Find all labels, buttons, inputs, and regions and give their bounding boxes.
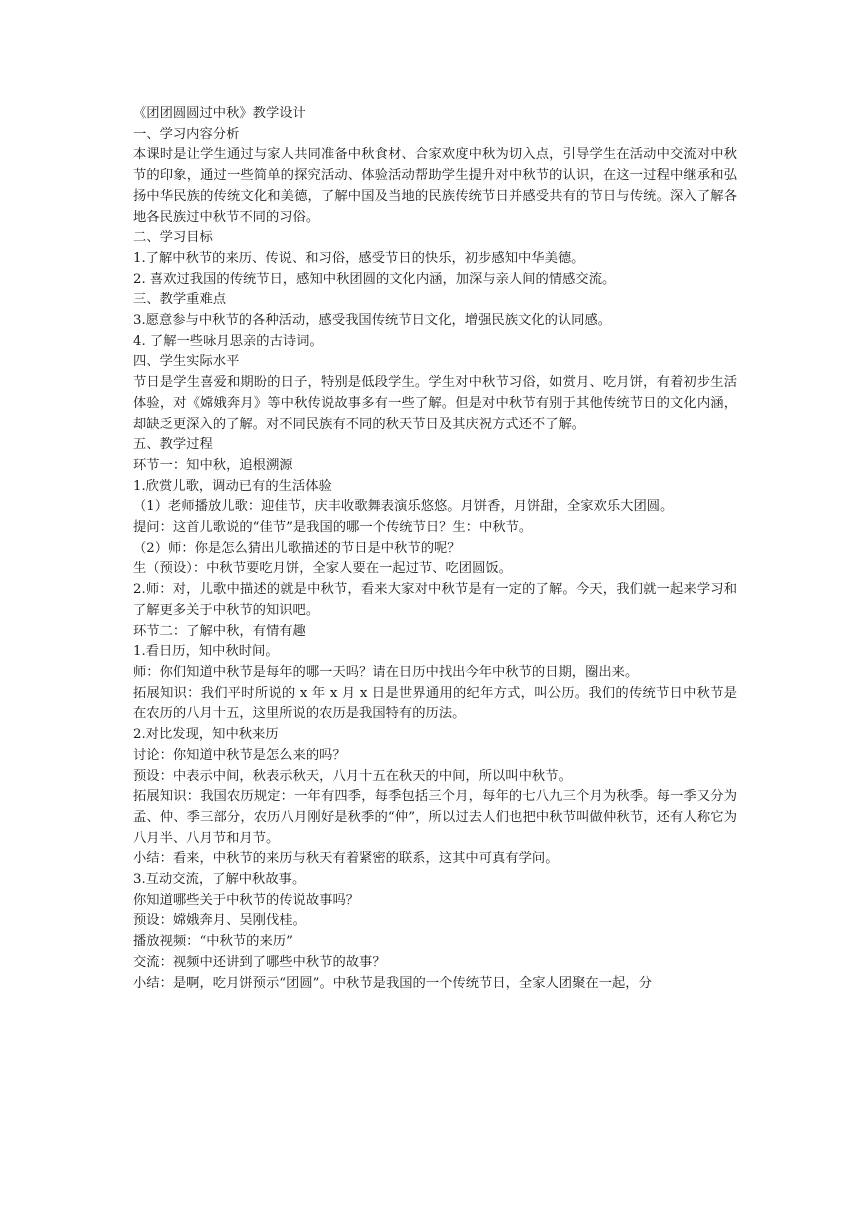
key-point-3: 3.愿意参与中秋节的各种活动，感受我国传统节日文化，增强民族文化的认同感。 (133, 313, 612, 329)
step-2-1: 1.看日历，知中秋时间。 (133, 644, 279, 660)
step-2-3-video: 播放视频：“中秋节的来历” (133, 934, 293, 950)
step-2-1-teacher: 师：你们知道中秋节是每年的哪一天吗？请在日历中找出今年中秋节的日期，圈出来。 (133, 664, 639, 680)
goal-item-1: 1.了解中秋节的来历、传说、和习俗，感受节日的快乐，初步感知中华美德。 (133, 250, 585, 266)
paragraph-content-analysis: 本课时是让学生通过与家人共同准备中秋食材、合家欢度中秋为切入点，引导学生在活动中交流对中秋节的印象，通过一些简单的探究活动、体验活动帮助学生提升对中秋节的认识，在这一过程中继承和弘扬中华民族的传统文化和美德，了解中国及当地的民族传统节日并感受共有的节日与传统。深入了解各地各民族过中秋节不同的习俗。 (133, 147, 737, 225)
section-heading-4: 四、学生实际水平 (133, 354, 240, 370)
step-1-1-b: （2）师：你是怎么猜出儿歌描述的节日是中秋节的呢？ (133, 540, 461, 556)
document-body (133, 104, 737, 994)
stage-heading-1: 环节一：知中秋，追根溯源 (133, 457, 293, 473)
step-2-3-summary: 小结：是啊，吃月饼预示“团圆”。中秋节是我国的一个传统节日，全家人团聚在一起，分 (133, 975, 652, 991)
step-2-2-preset: 预设：中表示中间，秋表示秋天，八月十五在秋天的中间，所以叫中秋节。 (133, 768, 572, 784)
step-2-3-question: 你知道哪些关于中秋节的传说故事吗？ (133, 892, 360, 908)
step-1-1-a: （1）老师播放儿歌：迎佳节，庆丰收歌舞表演乐悠悠。月饼香，月饼甜，全家欢乐大团圆。 (133, 499, 674, 515)
step-2-2-discussion: 讨论：你知道中秋节是怎么来的吗？ (133, 747, 346, 763)
section-heading-2: 二、学习目标 (133, 230, 213, 246)
step-2-3-preset: 预设：嫦娥奔月、吴刚伐桂。 (133, 913, 306, 929)
step-2-2-summary: 小结：看来，中秋节的来历与秋天有着紧密的联系，这其中可真有学问。 (133, 851, 559, 867)
section-heading-3: 三、教学重难点 (133, 292, 227, 308)
stage-heading-2: 环节二：了解中秋，有情有趣 (133, 623, 306, 639)
step-2-3-exchange: 交流：视频中还讲到了哪些中秋节的故事？ (133, 954, 386, 970)
key-point-4: 4. 了解一些咏月思亲的古诗词。 (133, 333, 323, 349)
section-heading-1: 一、学习内容分析 (133, 126, 240, 142)
paragraph-student-level: 节日是学生喜爱和期盼的日子，特别是低段学生。学生对中秋节习俗，如赏月、吃月饼，有着初步生活体验，对《嫦娥奔月》等中秋传说故事多有一些了解。但是对中秋节有别于其他传统节日的文化内涵，却缺乏更深入的了解。对不同民族有不同的秋天节日及其庆祝方式还不了解。 (133, 375, 737, 432)
paragraph-step-1-2: 2.师：对，儿歌中描述的就是中秋节，看来大家对中秋节是有一定的了解。今天，我们就一起来学习和了解更多关于中秋节的知识吧。 (133, 582, 737, 618)
step-1-1-answer: 生（预设）：中秋节要吃月饼，全家人要在一起过节、吃团圆饭。 (133, 561, 512, 577)
paragraph-lunar-knowledge: 拓展知识：我国农历规定：一年有四季，每季包括三个月，每年的七八九三个月为秋季。每一季又分为孟、仲、季三部分，农历八月刚好是秋季的“仲”，所以过去人们也把中秋节叫做仲秋节，还有人称它为八月半、八月节和月节。 (133, 789, 737, 846)
doc-title: 《团团圆圆过中秋》教学设计 (133, 106, 306, 121)
step-1-1: 1.欣赏儿歌，调动已有的生活体验 (133, 478, 332, 494)
step-1-1-question: 提问：这首儿歌说的“佳节”是我国的哪一个传统节日？生：中秋节。 (133, 520, 533, 536)
section-heading-5: 五、教学过程 (133, 437, 213, 453)
goal-item-2: 2. 喜欢过我国的传统节日，感知中秋团圆的文化内涵，加深与亲人间的情感交流。 (133, 271, 616, 287)
step-2-2: 2.对比发现，知中秋来历 (133, 727, 279, 743)
paragraph-calendar-knowledge: 拓展知识：我们平时所说的 x 年 x 月 x 日是世界通用的纪年方式，叫公历。我们的传统节日中秋节是在农历的八月十五，这里所说的农历是我国特有的历法。 (133, 685, 737, 722)
step-2-3: 3.互动交流，了解中秋故事。 (133, 872, 306, 888)
